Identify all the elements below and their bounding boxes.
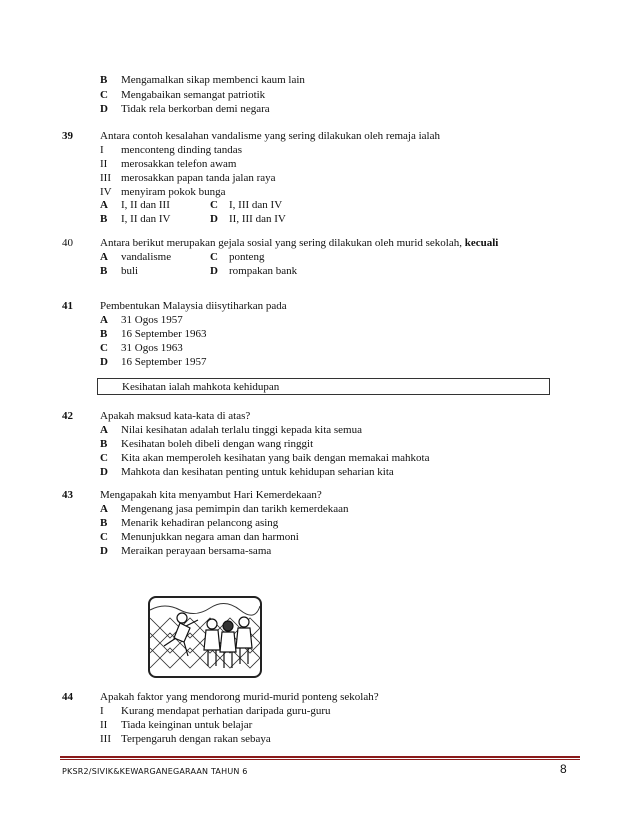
question-stem: Apakah maksud kata-kata di atas? [100, 410, 251, 422]
option-text: II, III dan IV [229, 213, 286, 225]
statement-text: merosakkan telefon awam [121, 158, 237, 170]
question-stem: Mengapakah kita menyambut Hari Kemerdekaan? [100, 489, 322, 501]
question-stem: Pembentukan Malaysia diisytiharkan pada [100, 300, 287, 312]
statement-roman: II [100, 158, 108, 170]
option-label: C [100, 452, 108, 464]
statement-text: menconteng dinding tandas [121, 144, 242, 156]
quote-box [97, 378, 550, 395]
option-text: 16 September 1963 [121, 328, 207, 340]
option-text: Nilai kesihatan adalah terlalu tinggi kepada kita semua [121, 424, 362, 436]
option-label: A [100, 251, 108, 263]
question-number: 41 [62, 300, 73, 312]
statement-text: Terpengaruh dengan rakan sebaya [121, 733, 271, 745]
question-number: 39 [62, 130, 73, 142]
option-text: 31 Ogos 1957 [121, 314, 183, 326]
option-label: A [100, 199, 108, 211]
option-text: I, II dan IV [121, 213, 171, 225]
page-number: 8 [560, 762, 567, 776]
option-text: 31 Ogos 1963 [121, 342, 183, 354]
statement-text: merosakkan papan tanda jalan raya [121, 172, 276, 184]
question-number: 42 [62, 410, 73, 422]
option-label: A [100, 503, 108, 515]
option-text: Menarik kehadiran pelancong asing [121, 517, 279, 529]
option-text: Mengamalkan sikap membenci kaum lain [121, 74, 305, 86]
statement-roman: I [100, 705, 104, 717]
question-stem-text: Antara berikut merupakan gejala sosial yang sering dilakukan oleh murid sekolah, [100, 237, 462, 249]
question-stem: Apakah faktor yang mendorong murid-murid ponteng sekolah? [100, 691, 379, 703]
option-label: C [100, 89, 108, 101]
option-label: B [100, 328, 108, 340]
option-label: C [210, 251, 218, 263]
statement-text: Kurang mendapat perhatian daripada guru-guru [121, 705, 331, 717]
option-text: Tidak rela berkorban demi negara [121, 103, 270, 115]
footer-rule [60, 756, 580, 758]
statement-roman: I [100, 144, 104, 156]
option-text: Mengabaikan semangat patriotik [121, 89, 266, 101]
option-text: I, III dan IV [229, 199, 283, 211]
option-label: D [100, 545, 108, 557]
option-label: B [100, 517, 108, 529]
option-label: D [210, 213, 218, 225]
footer-rule-thin [60, 759, 580, 760]
statement-roman: III [100, 733, 111, 745]
footer-title: PKSR2/SIVIK&KEWARGANEGARAAN TAHUN 6 [62, 767, 248, 776]
quote-text: Kesihatan ialah mahkota kehidupan [122, 381, 280, 393]
statement-text: menyiram pokok bunga [121, 186, 226, 198]
option-label: B [100, 74, 108, 86]
option-text: Kesihatan boleh dibeli dengan wang ringgit [121, 438, 314, 450]
option-label: D [210, 265, 218, 277]
question-number: 43 [62, 489, 73, 501]
question-number: 40 [62, 237, 73, 249]
option-label: B [100, 438, 108, 450]
statement-roman: III [100, 172, 111, 184]
option-label: C [100, 342, 108, 354]
option-text: Mengenang jasa pemimpin dan tarikh kemerdekaan [121, 503, 349, 515]
question-stem: Antara contoh kesalahan vandalisme yang sering dilakukan oleh remaja ialah [100, 130, 440, 142]
option-text: ponteng [229, 251, 265, 263]
option-text: rompakan bank [229, 265, 298, 277]
question-stem [100, 236, 498, 250]
option-text: buli [121, 265, 139, 277]
statement-text: Tiada keinginan untuk belajar [121, 719, 253, 731]
option-label: C [210, 199, 218, 211]
question-stem-emphasis: kecuali [464, 237, 499, 249]
option-label: D [100, 103, 108, 115]
option-text: vandalisme [121, 251, 172, 263]
option-label: D [100, 356, 108, 368]
statement-roman: II [100, 719, 108, 731]
option-text: I, II dan III [121, 199, 170, 211]
option-label: C [100, 531, 108, 543]
truancy-illustration [148, 596, 262, 678]
option-text: Kita akan memperoleh kesihatan yang baik dengan memakai mahkota [121, 452, 430, 464]
truancy-drawing [150, 598, 260, 676]
statement-roman: IV [100, 186, 112, 198]
option-text: Meraikan perayaan bersama-sama [121, 545, 272, 557]
option-text: Mahkota dan kesihatan penting untuk kehidupan seharian kita [121, 466, 394, 478]
option-label: A [100, 314, 108, 326]
option-label: D [100, 466, 108, 478]
option-label: A [100, 424, 108, 436]
option-text: 16 September 1957 [121, 356, 207, 368]
option-text: Menunjukkan negara aman dan harmoni [121, 531, 299, 543]
option-label: B [100, 265, 108, 277]
question-number: 44 [62, 691, 73, 703]
option-label: B [100, 213, 108, 225]
